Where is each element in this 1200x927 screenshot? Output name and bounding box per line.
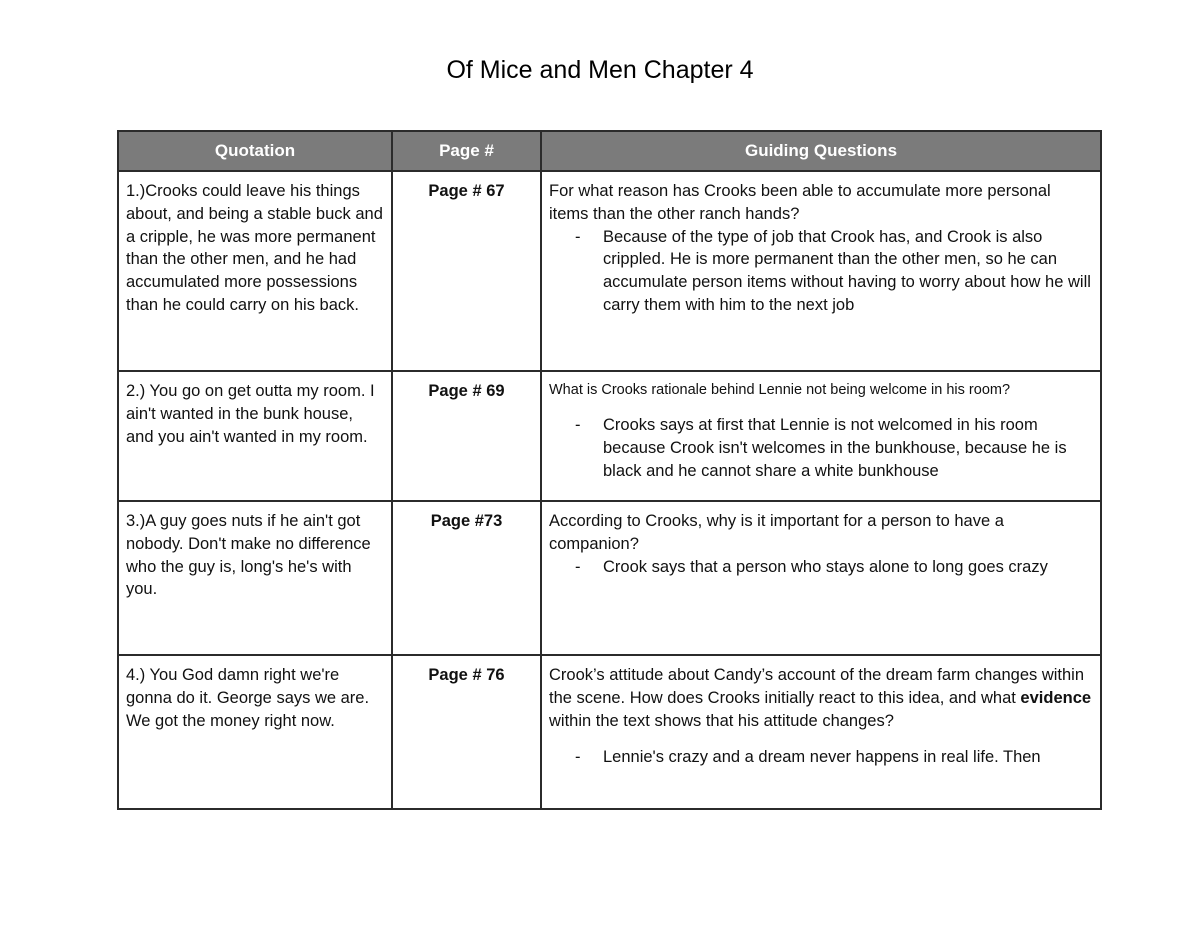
quotation-cell: 1.)Crooks could leave his things about, and being a stable buck and a cripple, he was more permanent than the other men, and he had accumulated more possessions than he could carry on his back.: [118, 171, 392, 371]
table-row: [118, 371, 1101, 501]
table-row: [118, 501, 1101, 655]
answer-text: Crooks says at first that Lennie is not welcomed in his room because Crook isn't welcomes in the bunkhouse, because he is black and he cannot share a white bunkhouse: [603, 416, 1067, 480]
quotation-table: [117, 130, 1102, 810]
page-cell: Page # 69: [392, 371, 541, 501]
quotation-cell: 2.) You go on get outta my room. I ain't wanted in the bunk house, and you ain't wanted in my room.: [118, 371, 392, 501]
guiding-question: For what reason has Crooks been able to accumulate more personal items than the other ranch hands?: [549, 182, 1051, 223]
quotation-cell: 4.) You God damn right we're gonna do it. George says we are. We got the money right now.: [118, 655, 392, 809]
guiding-question-cell: [541, 655, 1101, 809]
guiding-question-cell: [541, 371, 1101, 501]
answer-text: Crook says that a person who stays alone to long goes crazy: [603, 557, 1048, 576]
answer-item: [575, 226, 1093, 317]
table-row: [118, 655, 1101, 809]
quotation-cell: 3.)A guy goes nuts if he ain't got nobody. Don't make no difference who the guy is, long's he's with you.: [118, 501, 392, 655]
answer-item: [575, 746, 1093, 769]
guiding-question-cell: [541, 171, 1101, 371]
dash-bullet: -: [575, 416, 581, 434]
table-row: [118, 171, 1101, 371]
answer-text: Lennie's crazy and a dream never happens in real life. Then: [603, 748, 1041, 767]
dash-bullet: -: [575, 748, 581, 767]
page-cell: Page # 67: [392, 171, 541, 371]
dash-bullet: -: [575, 227, 581, 246]
guiding-question-cell: [541, 501, 1101, 655]
guiding-question: What is Crooks rationale behind Lennie not being welcome in his room?: [549, 382, 1011, 398]
answer-text: Because of the type of job that Crook has, and Crook is also crippled. He is more permanent than the other men, so he can accumulate person items without having to worry about how he will carry them with him to the next job: [603, 227, 1091, 314]
answer-item: [575, 556, 1093, 579]
header-guiding-questions: Guiding Questions: [541, 131, 1101, 171]
page-cell: Page #73: [392, 501, 541, 655]
page-title: Of Mice and Men Chapter 4: [446, 56, 754, 84]
table-header-row: [118, 131, 1101, 171]
header-quotation: Quotation: [118, 131, 392, 171]
guiding-question: [549, 664, 1093, 732]
question-text: within the text shows that his attitude changes?: [549, 711, 894, 730]
question-emphasis: evidence: [1020, 688, 1092, 707]
page-cell: Page # 76: [392, 655, 541, 809]
guiding-question: According to Crooks, why is it important for a person to have a companion?: [549, 512, 1004, 553]
question-text: Crook’s attitude about Candy’s account of the dream farm changes within the scene. How does Crooks initially react to this idea, and what: [549, 666, 1085, 707]
answer-item: [575, 414, 1093, 482]
dash-bullet: -: [575, 557, 581, 576]
header-page: Page #: [392, 131, 541, 171]
